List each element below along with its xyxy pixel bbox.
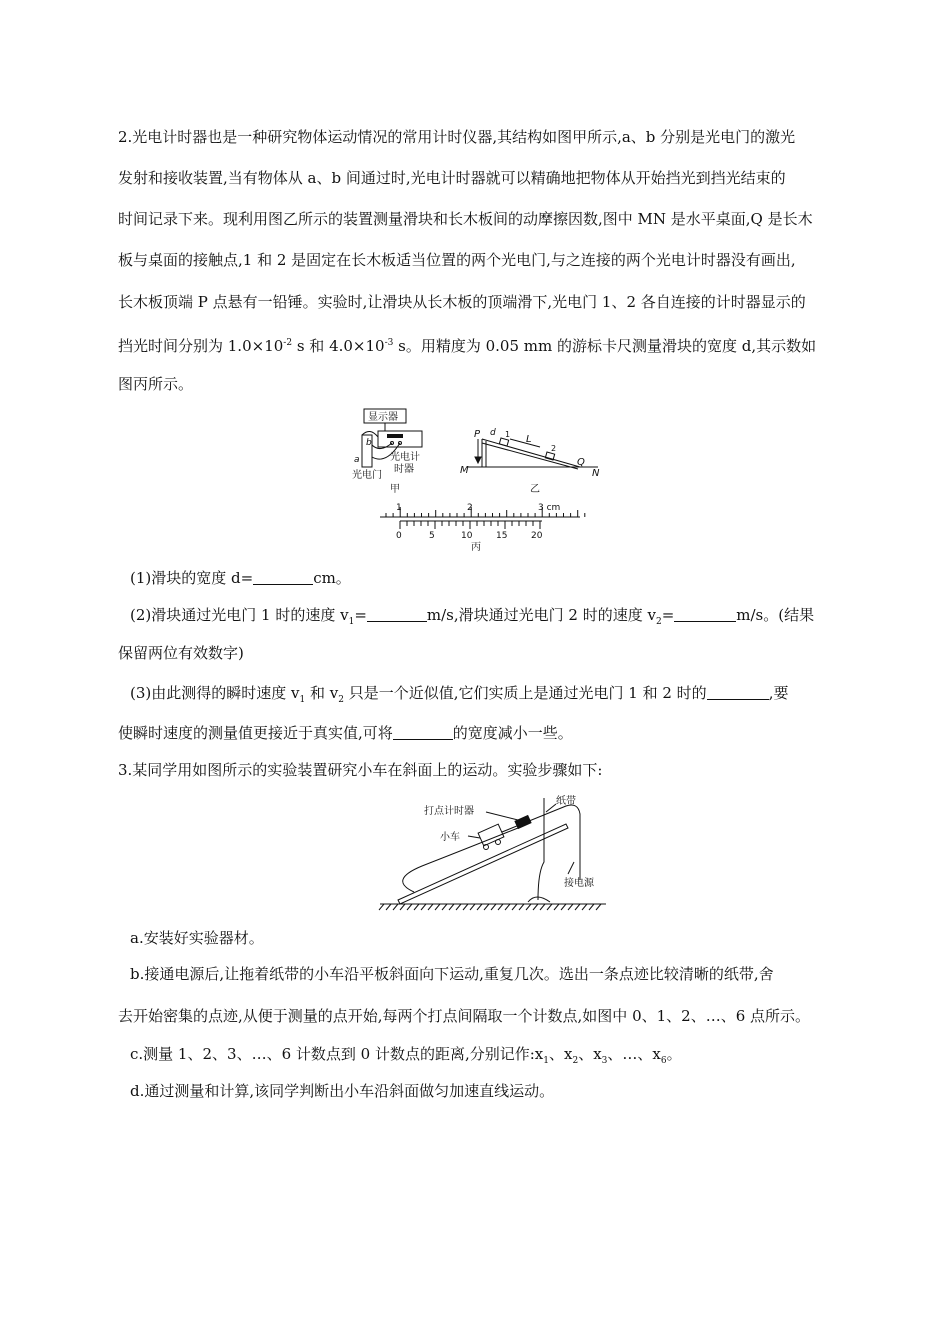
x3-subscript: 3 xyxy=(601,1056,608,1066)
q2-line-3: 时间记录下来。现利用图乙所示的装置测量滑块和长木板间的动摩擦因数,图中 MN 是水平桌面,Q 是长木 xyxy=(118,210,813,228)
q3-step-b-line-2: 去开始密集的点迹,从便于测量的点开始,每两个打点间隔取一个计数点,如图中 0、1、2、…、6 点所示。 xyxy=(118,1007,811,1025)
hatch-line xyxy=(428,904,433,910)
q3-step-a: a.安装好实验器材。 xyxy=(130,929,264,947)
q3-step-c xyxy=(130,1044,868,1071)
label-n: N xyxy=(592,468,600,479)
caption-jia: 甲 xyxy=(390,484,400,495)
figure-yi xyxy=(460,428,600,495)
label-q: Q xyxy=(577,457,585,468)
hatch-line xyxy=(470,904,475,910)
vernier-scale-ticks xyxy=(400,521,540,529)
timer-label-1: 光电计 xyxy=(390,452,420,463)
q2-sub-1-b: cm。 xyxy=(313,569,351,587)
ground-hatch xyxy=(379,904,601,910)
q2-sub-3-d: ,要 xyxy=(768,684,789,702)
label-cart: 小车 xyxy=(440,832,460,843)
hatch-line xyxy=(505,904,510,910)
hatch-line xyxy=(379,904,384,910)
label-gate-1: 1 xyxy=(505,430,511,439)
hatch-line xyxy=(386,904,391,910)
hatch-line xyxy=(393,904,398,910)
main-label-2: 2 xyxy=(467,503,473,513)
exponent-2: -3 xyxy=(384,338,394,348)
q2-line-6-c: s。用精度为 0.05 mm 的游标卡尺测量滑块的宽度 d,其示数如 xyxy=(393,337,817,355)
hatch-line xyxy=(554,904,559,910)
q2-sub-2-c: m/s,滑块通过光电门 2 时的速度 v xyxy=(426,606,656,624)
q3-step-d: d.通过测量和计算,该同学判断出小车沿斜面做匀加速直线运动。 xyxy=(130,1082,555,1100)
q2-sub-3-b: 和 v xyxy=(305,684,339,702)
q2-line-7: 图丙所示。 xyxy=(118,375,194,393)
stand-base xyxy=(528,897,550,902)
q2-line-2: 发射和接收装置,当有物体从 a、b 间通过时,光电计时器就可以精确地把物体从开始挡光到挡光结束的 xyxy=(118,169,786,187)
q3-step-c-d: 、…、x xyxy=(607,1045,661,1063)
sub3-v1-subscript: 1 xyxy=(299,695,306,705)
hatch-line xyxy=(533,904,538,910)
hatch-line xyxy=(561,904,566,910)
hatch-line xyxy=(526,904,531,910)
hatch-line xyxy=(491,904,496,910)
hatch-line xyxy=(456,904,461,910)
label-l: L xyxy=(526,434,532,445)
power-cord xyxy=(403,828,518,892)
display-label: 显示器 xyxy=(368,412,398,423)
label-power: 接电源 xyxy=(564,878,594,889)
v2-subscript: 2 xyxy=(655,617,662,627)
figure-bing xyxy=(380,503,585,553)
label-p: P xyxy=(474,429,481,440)
stand-rod xyxy=(538,798,544,900)
main-label-1: 1 xyxy=(396,503,402,513)
answer-blank-d[interactable] xyxy=(253,570,313,585)
gate-2 xyxy=(545,452,554,460)
q2-sub-3-c: 只是一个近似值,它们实质上是通过光电门 1 和 2 时的 xyxy=(343,684,707,702)
label-b: b xyxy=(366,438,372,448)
hatch-line xyxy=(498,904,503,910)
hatch-line xyxy=(463,904,468,910)
q2-sub-2-d: = xyxy=(661,606,675,624)
vernier-label-20: 20 xyxy=(531,531,543,541)
plumb-bob xyxy=(475,457,481,463)
q2-line-1: 2.光电计时器也是一种研究物体运动情况的常用计时仪器,其结构如图甲所示,a、b 分别是光电门的激光 xyxy=(118,128,796,146)
q3-step-c-c: 、x xyxy=(578,1045,602,1063)
q2-sub-1-a: (1)滑块的宽度 d= xyxy=(130,569,254,587)
v1-subscript: 1 xyxy=(348,617,355,627)
q2-sub-2-e: m/s。(结果 xyxy=(736,606,815,624)
hatch-line xyxy=(407,904,412,910)
answer-blank-3b[interactable] xyxy=(393,725,453,740)
hatch-line xyxy=(449,904,454,910)
hatch-line xyxy=(400,904,405,910)
gate-label: 光电门 xyxy=(352,470,382,481)
hatch-line xyxy=(414,904,419,910)
x2-subscript: 2 xyxy=(572,1056,579,1066)
hatch-line xyxy=(596,904,601,910)
vernier-label-0: 0 xyxy=(396,531,402,541)
vernier-label-10: 10 xyxy=(461,531,473,541)
q2-line-6-a: 挡光时间分别为 1.0×10 xyxy=(118,337,284,355)
hatch-line xyxy=(540,904,545,910)
label-d: d xyxy=(490,428,496,438)
timer-label-2: 时器 xyxy=(394,464,414,475)
hatch-line xyxy=(568,904,573,910)
q2-line-6 xyxy=(118,333,856,356)
q2-line-5: 长木板顶端 P 点悬有一铅锤。实验时,让滑块从长木板的顶端滑下,光电门 1、2 各自连接的计时器显示的 xyxy=(118,293,806,311)
caption-bing: 丙 xyxy=(471,542,481,553)
q2-sub-3-a: (3)由此测得的瞬时速度 v xyxy=(130,684,300,702)
label-paper-tape: 纸带 xyxy=(556,796,576,807)
dot-timer xyxy=(515,815,531,828)
exponent-1: -2 xyxy=(283,338,293,348)
q2-sub-2-a: (2)滑块通过光电门 1 时的速度 v xyxy=(130,606,349,624)
q2-sub-3-line-2-b: 的宽度减小一些。 xyxy=(452,724,573,742)
q3-step-c-e: 。 xyxy=(666,1045,682,1063)
hatch-line xyxy=(582,904,587,910)
hatch-line xyxy=(484,904,489,910)
q2-sub-3-line-2 xyxy=(118,723,856,743)
main-label-3: 3 cm xyxy=(538,503,561,513)
sub3-v2-subscript: 2 xyxy=(338,695,344,705)
hatch-line xyxy=(421,904,426,910)
caption-yi: 乙 xyxy=(530,484,540,495)
q2-sub-2 xyxy=(130,605,868,632)
q2-sub-2-line-2: 保留两位有效数字) xyxy=(118,644,244,662)
x1-subscript: 1 xyxy=(543,1056,549,1066)
vernier-label-5: 5 xyxy=(429,531,435,541)
label-a: a xyxy=(354,455,360,465)
label-dot-timer: 打点计时器 xyxy=(424,806,474,817)
q2-sub-1 xyxy=(130,568,868,588)
q2-sub-3 xyxy=(130,683,868,710)
figure-q3-apparatus xyxy=(378,792,610,912)
figure-jia xyxy=(352,409,422,495)
hatch-line xyxy=(435,904,440,910)
q3-step-c-b: 、x xyxy=(548,1045,573,1063)
hatch-line xyxy=(547,904,552,910)
hatch-line xyxy=(575,904,580,910)
q3-step-b-line-1: b.接通电源后,让拖着纸带的小车沿平板斜面向下运动,重复几次。选出一条点迹比较清晰的纸带,舍 xyxy=(130,965,774,983)
cart-wheel xyxy=(496,840,501,845)
q3-intro: 3.某同学用如图所示的实验装置研究小车在斜面上的运动。实验步骤如下: xyxy=(118,761,603,779)
answer-blank-3a[interactable] xyxy=(707,685,769,700)
figure-jia-yi-bing xyxy=(340,405,610,555)
label-m: M xyxy=(460,465,469,476)
hatch-line xyxy=(589,904,594,910)
q2-line-6-b: s 和 4.0×10 xyxy=(292,337,385,355)
q2-line-4: 板与桌面的接触点,1 和 2 是固定在长木板适当位置的两个光电门,与之连接的两个光电计时器没有画出, xyxy=(118,251,796,269)
hatch-line xyxy=(519,904,524,910)
answer-blank-v2[interactable] xyxy=(674,607,736,622)
q2-sub-2-b: = xyxy=(354,606,367,624)
x6-subscript: 6 xyxy=(660,1056,667,1066)
answer-blank-v1[interactable] xyxy=(367,607,427,622)
label-gate-2: 2 xyxy=(551,444,557,453)
q2-sub-3-line-2-a: 使瞬时速度的测量值更接近于真实值,可将 xyxy=(118,724,393,742)
hatch-line xyxy=(442,904,447,910)
hatch-line xyxy=(477,904,482,910)
hatch-line xyxy=(512,904,517,910)
q3-step-c-a: c.测量 1、2、3、…、6 计数点到 0 计数点的距离,分别记作:x xyxy=(130,1045,544,1063)
vernier-label-15: 15 xyxy=(496,531,508,541)
